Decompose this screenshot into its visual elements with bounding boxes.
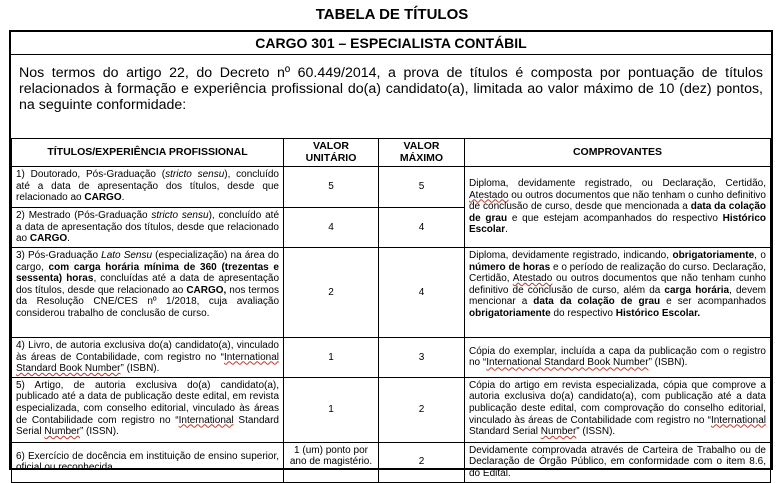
titulo-cell-1: 1) Doutorado, Pós-Graduação (stricto sensu), concluído até a data de apresentação dos títulos, desde que relacionado ao CARGO. — [12, 167, 284, 208]
valor-maximo-6: 2 — [379, 442, 465, 482]
valor-unitario-2: 4 — [284, 208, 379, 248]
table-row — [12, 377, 771, 442]
valor-maximo-3: 4 — [379, 247, 465, 337]
valor-unitario-4: 1 — [284, 337, 379, 377]
valor-maximo-1: 5 — [379, 167, 465, 208]
cargo-heading: CARGO 301 – ESPECIALISTA CONTÁBIL — [11, 32, 771, 55]
comprovante-cell-4: Cópia do artigo em revista especializada, cópia que comprove a autoria exclusiva do(a) candidato(a), com publicação até a data publicação deste edital, com comprovação do conselho editorial, vinculado às áreas de Contabilidade com registro no “International Standard Serial Number” (ISSN). — [465, 377, 771, 442]
valor-maximo-4: 3 — [379, 337, 465, 377]
comprovante-cell-2: Diploma, devidamente registrado, indicando, obrigatoriamente, o número de horas e o período de realização do curso. Declaração, Certidão, Atestado ou outros documentos que não tenham cunho definitivo de conclusão de curso, além da carga horária, devem mencionar a data da colação de grau e ser acompanhados obrigatoriamente do respectivo Histórico Escolar. — [465, 247, 771, 337]
header-valor-unitario: VALOR UNITÁRIO — [284, 139, 379, 167]
table-row — [12, 337, 771, 377]
table-header-row — [12, 139, 771, 167]
valor-unitario-5: 1 — [284, 377, 379, 442]
table-row — [12, 442, 771, 482]
valor-maximo-5: 2 — [379, 377, 465, 442]
comprovante-cell-1: Diploma, devidamente registrado, ou Declaração, Certidão, Atestado ou outros documentos que não tenham o cunho definitivo de conclusão de curso, desde que mencionada a data da colação de grau e que estejam acompanhados do respectivo Histórico Escolar. — [465, 167, 771, 248]
comprovante-cell-3: Cópia do exemplar, incluída a capa da publicação com o registro no “International Standard Book Number” (ISBN). — [465, 337, 771, 377]
valor-unitario-1: 5 — [284, 167, 379, 208]
titulo-cell-3: 3) Pós-Graduação Lato Sensu (especialização) na área do cargo, com carga horária mínima de 360 (trezentas e sessenta) horas, concluídas até a data de apresentação dos títulos, desde que relacionado ao CARGO, nos termos da Resolução CNE/CES nº 1/2018, cuja avaliação considerou trabalho de conclusão de curso. — [12, 247, 284, 337]
page-title: TABELA DE TÍTULOS — [315, 6, 469, 23]
comprovante-cell-5: Devidamente comprovada através de Carteira de Trabalho ou de Declaração de Órgão Público, em conformidade com o item 8.6, do Edital. — [465, 442, 771, 482]
valor-unitario-6: 1 (um) ponto por ano de magistério. — [284, 442, 379, 482]
titles-table — [11, 138, 771, 483]
valor-unitario-3: 2 — [284, 247, 379, 337]
table-row — [12, 167, 771, 208]
intro-paragraph: Nos termos do artigo 22, do Decreto nº 60.449/2014, a prova de títulos é composta por pontuação de títulos relacionados à formação e experiência profissional do(a) candidato(a), limitada ao valor máximo de 10 (dez) pontos, na seguinte conformidade: — [19, 65, 763, 113]
titulo-cell-4: 4) Livro, de autoria exclusiva do(a) candidato(a), vinculado às áreas de Contabilidade, com registro no “International Standard Book Number” (ISBN). — [12, 337, 284, 377]
titulo-cell-5: 5) Artigo, de autoria exclusiva do(a) candidato(a), publicado até a data de publicação deste edital, em revista especializada, com conselho editorial, vinculado às áreas de Contabilidade com registro no “International Standard Serial Number” (ISSN). — [12, 377, 284, 442]
titles-frame — [9, 30, 773, 479]
header-valor-maximo: VALOR MÁXIMO — [379, 139, 465, 167]
valor-maximo-2: 4 — [379, 208, 465, 248]
titulo-cell-2: 2) Mestrado (Pós-Graduação stricto sensu), concluído até a data de apresentação dos títulos, desde que relacionado ao CARGO. — [12, 208, 284, 248]
header-titulos: TÍTULOS/EXPERIÊNCIA PROFISSIONAL — [12, 139, 284, 167]
titulo-cell-6: 6) Exercício de docência em instituição de ensino superior, oficial ou reconhecida. — [12, 442, 284, 482]
table-row — [12, 247, 771, 337]
header-comprovantes: COMPROVANTES — [465, 139, 771, 167]
